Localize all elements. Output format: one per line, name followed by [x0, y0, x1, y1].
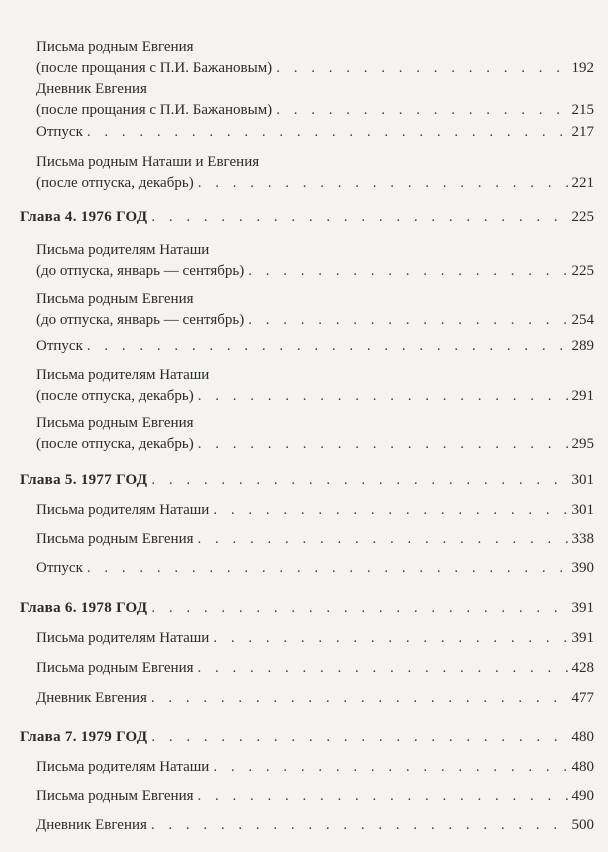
page-number: 500 — [571, 817, 594, 833]
toc-chapter — [20, 598, 594, 619]
page-number: 480 — [571, 729, 594, 745]
dot-leader — [248, 310, 569, 331]
toc-entry — [36, 658, 594, 679]
page-number: 338 — [571, 531, 594, 547]
entry-title-line: Дневник Евгения — [36, 817, 147, 833]
toc-chapter — [20, 470, 594, 491]
dot-leader — [151, 815, 570, 836]
entry-title-line: Письма родителям Наташи — [36, 759, 210, 775]
toc-entry — [36, 79, 594, 121]
toc-entry — [36, 558, 594, 579]
dot-leader — [213, 500, 569, 521]
dot-leader — [151, 207, 569, 228]
dot-leader — [198, 386, 570, 407]
toc-entry — [36, 500, 594, 521]
toc-entry — [36, 529, 594, 550]
dot-leader — [87, 336, 570, 357]
dot-leader — [276, 58, 569, 79]
entry-title-line: Отпуск — [36, 560, 83, 576]
dot-leader — [151, 598, 569, 619]
page-number: 221 — [571, 175, 594, 191]
chapter-title: Глава 5. 1977 ГОД — [20, 472, 148, 488]
entry-title-line: Письма родным Евгения — [36, 291, 194, 307]
entry-title-line: Письма родным Евгения — [36, 788, 194, 804]
toc-entry — [36, 37, 594, 79]
page-number: 480 — [571, 759, 594, 775]
entry-title-line: Письма родным Евгения — [36, 660, 194, 676]
entry-title-line: (после отпуска, декабрь) — [36, 175, 194, 191]
page-number: 225 — [571, 209, 594, 225]
page-number: 390 — [571, 560, 594, 576]
dot-leader — [198, 529, 570, 550]
entry-title-line: Письма родным Евгения — [36, 531, 194, 547]
toc-entry — [36, 122, 594, 143]
entry-title-line: (после прощания с П.И. Бажановым) — [36, 102, 273, 118]
dot-leader — [248, 261, 569, 282]
page-number: 428 — [571, 660, 594, 676]
entry-title-line: Дневник Евгения — [36, 690, 147, 706]
entry-title-line: (после отпуска, декабрь) — [36, 388, 194, 404]
toc-entry — [36, 336, 594, 357]
toc-entry — [36, 815, 594, 836]
chapter-title: Глава 7. 1979 ГОД — [20, 729, 148, 745]
entry-title-line: Отпуск — [36, 338, 83, 354]
page-number: 254 — [571, 312, 594, 328]
page-number: 225 — [571, 263, 594, 279]
page-number: 217 — [571, 124, 594, 140]
toc-entry — [36, 152, 594, 194]
dot-leader — [151, 470, 569, 491]
entry-title-line: (после прощания с П.И. Бажановым) — [36, 60, 273, 76]
dot-leader — [151, 688, 570, 709]
page-number: 192 — [571, 60, 594, 76]
toc-entry — [36, 240, 594, 282]
page-number: 295 — [571, 436, 594, 452]
dot-leader — [213, 757, 569, 778]
page-number: 301 — [571, 472, 594, 488]
page-number: 289 — [571, 338, 594, 354]
entry-title-line: Письма родителям Наташи — [36, 502, 210, 518]
entry-title-line: Письма родителям Наташи — [36, 242, 210, 258]
entry-title-line: Письма родным Евгения — [36, 39, 194, 55]
page-number: 291 — [571, 388, 594, 404]
page-number: 391 — [571, 600, 594, 616]
page-number: 215 — [571, 102, 594, 118]
dot-leader — [87, 122, 570, 143]
toc-entry — [36, 365, 594, 407]
page-number: 477 — [571, 690, 594, 706]
dot-leader — [198, 786, 570, 807]
toc-entry — [36, 757, 594, 778]
toc-chapter — [20, 207, 594, 228]
dot-leader — [87, 558, 570, 579]
toc-entry — [36, 688, 594, 709]
entry-title-line: (после отпуска, декабрь) — [36, 436, 194, 452]
entry-title-line: Отпуск — [36, 124, 83, 140]
page-number: 391 — [571, 630, 594, 646]
entry-title-line: (до отпуска, январь — сентябрь) — [36, 312, 245, 328]
entry-title-line: (до отпуска, январь — сентябрь) — [36, 263, 245, 279]
entry-title-line: Письма родителям Наташи — [36, 630, 210, 646]
toc-entry — [36, 786, 594, 807]
entry-title-line: Дневник Евгения — [36, 81, 147, 97]
toc-entry — [36, 289, 594, 331]
entry-title-line: Письма родителям Наташи — [36, 367, 210, 383]
toc-chapter — [20, 727, 594, 748]
toc-entry — [36, 413, 594, 455]
dot-leader — [276, 100, 569, 121]
chapter-title: Глава 4. 1976 ГОД — [20, 209, 148, 225]
dot-leader — [198, 658, 570, 679]
chapter-title: Глава 6. 1978 ГОД — [20, 600, 148, 616]
dot-leader — [198, 434, 570, 455]
entry-title-line: Письма родным Евгения — [36, 415, 194, 431]
dot-leader — [213, 628, 569, 649]
dot-leader — [151, 727, 569, 748]
page-number: 490 — [571, 788, 594, 804]
toc-entry — [36, 628, 594, 649]
dot-leader — [198, 173, 570, 194]
entry-title-line: Письма родным Наташи и Евгения — [36, 154, 260, 170]
page-number: 301 — [571, 502, 594, 518]
